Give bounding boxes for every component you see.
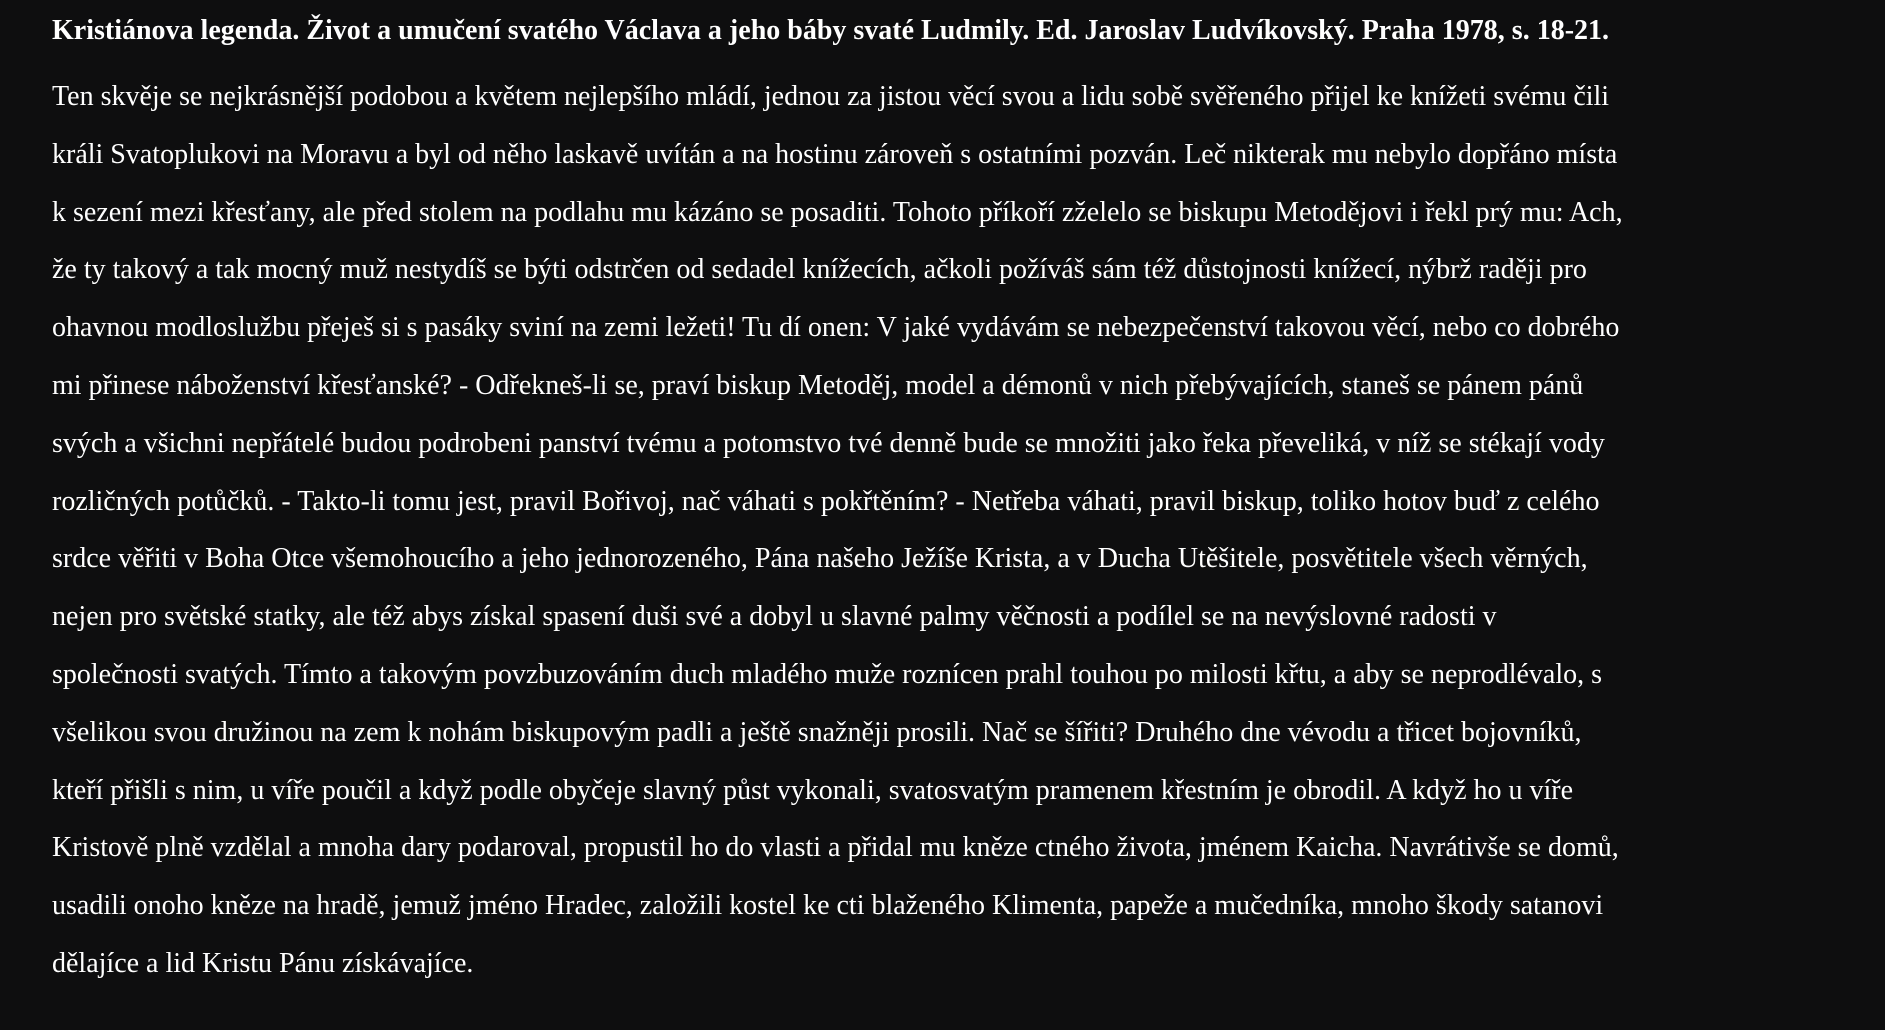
text-line: králi Svatoplukovi na Moravu a byl od něho laskavě uvítán a na hostinu zároveň s ostatními pozván. Leč nikterak mu nebylo dopřáno místa <box>52 138 1618 170</box>
text-line: kteří přišli s nim, u víře poučil a když podle obyčeje slavný půst vykonali, svatosvatým pramenem křestním je obrodil. A když ho u víře <box>52 774 1574 806</box>
text-line: usadili onoho kněze na hradě, jemuž jméno Hradec, založili kostel ke cti blaženého Klimenta, papeže a mučedníka, mnoho škody satanovi <box>52 890 1604 922</box>
body-paragraph <box>52 68 1845 993</box>
text-line: k sezení mezi křesťany, ale před stolem na podlahu mu kázáno se posaditi. Tohoto příkoří zželelo se biskupu Metodějovi i řekl prý mu: Ach, <box>52 196 1623 228</box>
text-line: mi přinese náboženství křesťanské? - Odřekneš-li se, praví biskup Metoděj, model a démonů v nich přebývajících, staneš se pánem pánů <box>52 369 1584 401</box>
text-line: společnosti svatých. Tímto a takovým povzbuzováním duch mladého muže roznícen prahl touhou po milosti křtu, a aby se neprodlévalo, s <box>52 658 1603 690</box>
text-line: dělajíce a lid Kristu Pánu získávajíce. <box>52 947 474 979</box>
text-line: rozličných potůčků. - Takto-li tomu jest, pravil Bořivoj, nač váhati s pokřtěním? - Netřeba váhati, pravil biskup, toliko hotov buď z celého <box>52 485 1600 517</box>
text-line: všelikou svou družinou na zem k nohám biskupovým padli a ještě snažněji prosili. Nač se šířiti? Druhého dne vévodu a třicet bojovníků, <box>52 716 1582 748</box>
text-line: srdce věřiti v Boha Otce všemohoucího a jeho jednorozeného, Pána našeho Ježíše Krista, a v Ducha Utěšitele, posvětitele všech věrných, <box>52 543 1588 575</box>
text-line: že ty takový a tak mocný muž nestydíš se býti odstrčen od sedadel knížecích, ačkoli požíváš sám též důstojnosti knížecí, nýbrž raději pro <box>52 254 1587 286</box>
text-line: ohavnou modloslužbu přeješ si s pasáky sviní na zemi ležeti! Tu dí onen: V jaké vydávám se nebezpečenství takovou věcí, nebo co dobrého <box>52 312 1620 344</box>
text-line: Ten skvěje se nejkrásnější podobou a květem nejlepšího mládí, jednou za jistou věcí svou a lidu sobě svěřeného přijel ke knížeti svému čili <box>52 81 1610 112</box>
text-line: nejen pro světské statky, ale též abys získal spasení duši své a dobyl u slavné palmy věčnosti a podílel se na nevýslovné radosti v <box>52 601 1497 633</box>
citation-heading: Kristiánova legenda. Život a umučení svatého Václava a jeho báby svaté Ludmily. Ed. Jaroslav Ludvíkovský. Praha 1978, s. 18-21. <box>52 15 1610 46</box>
text-line: Kristově plně vzdělal a mnoha dary podaroval, propustil ho do vlasti a přidal mu kněze ctného života, jménem Kaicha. Navrátivše se domů, <box>52 832 1619 864</box>
text-line: svých a všichni nepřátelé budou podrobeni panství tvému a potomstvo tvé denně bude se množiti jako řeka převeliká, v níž se stékají vody <box>52 427 1605 459</box>
